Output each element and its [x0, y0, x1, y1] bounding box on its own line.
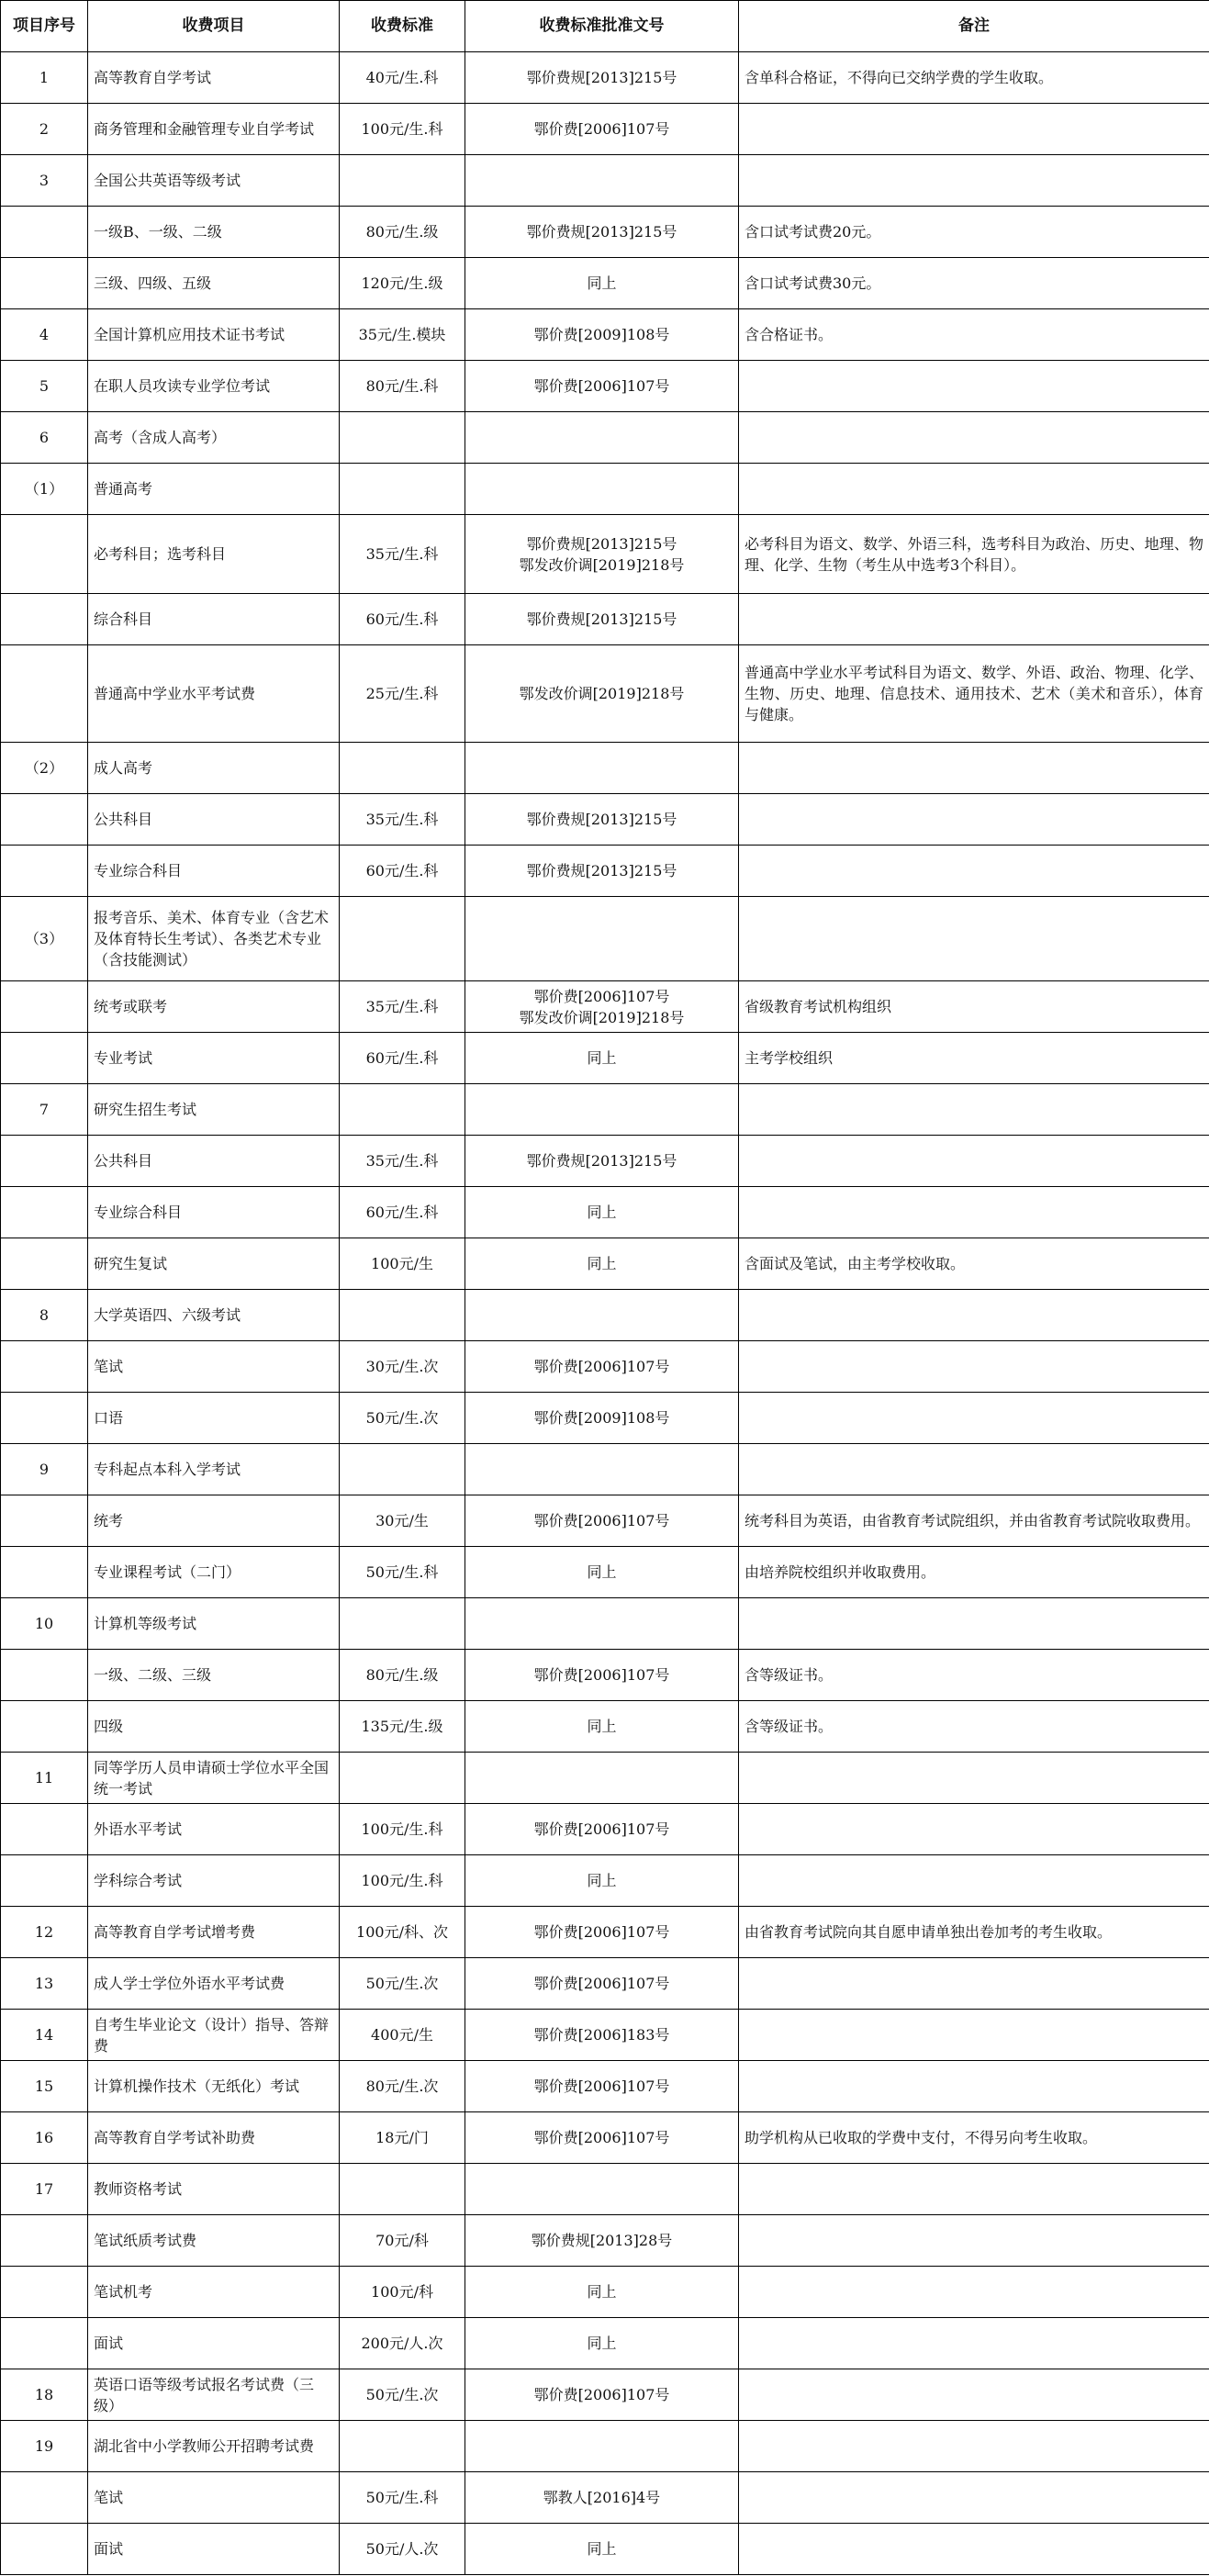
item-no-cell: [1, 1136, 88, 1187]
table-row: [1, 412, 1209, 464]
approval-doc-cell: 鄂价费[2006]107号: [465, 1495, 739, 1547]
fee-standard-cell: 60元/生.科: [340, 846, 465, 897]
fee-item-cell: 高等教育自学考试增考费: [88, 1907, 340, 1958]
remarks-cell: [739, 361, 1209, 412]
remarks-cell: [739, 2010, 1209, 2061]
remarks-cell: [739, 412, 1209, 464]
table-row: [1, 1136, 1209, 1187]
approval-doc-cell: 鄂价费规[2013]215号: [465, 594, 739, 645]
fee-item-cell: 计算机等级考试: [88, 1598, 340, 1650]
approval-doc-cell: [465, 1290, 739, 1341]
approval-doc-cell: 同上: [465, 2524, 739, 2575]
fee-standard-cell: 50元/生.次: [340, 1393, 465, 1444]
approval-doc-cell: 鄂价费规[2013]28号: [465, 2215, 739, 2267]
table-row: [1, 1753, 1209, 1804]
item-no-cell: [1, 1495, 88, 1547]
item-no-cell: 19: [1, 2421, 88, 2472]
fee-item-cell: 高等教育自学考试: [88, 52, 340, 104]
approval-doc-cell: 鄂价费规[2013]215号 鄂发改价调[2019]218号: [465, 515, 739, 594]
item-no-cell: [1, 1701, 88, 1753]
fee-standard-cell: 100元/生.科: [340, 1804, 465, 1855]
fee-item-cell: 公共科目: [88, 794, 340, 846]
remarks-cell: [739, 897, 1209, 981]
header-fee-standard: 收费标准: [340, 1, 465, 52]
item-no-cell: 9: [1, 1444, 88, 1495]
fee-item-cell: 公共科目: [88, 1136, 340, 1187]
table-row: [1, 2369, 1209, 2421]
fee-item-cell: 全国公共英语等级考试: [88, 155, 340, 207]
fee-standard-cell: 25元/生.科: [340, 645, 465, 743]
fee-item-cell: 一级B、一级、二级: [88, 207, 340, 258]
remarks-cell: [739, 1084, 1209, 1136]
item-no-cell: 11: [1, 1753, 88, 1804]
fee-standard-cell: 60元/生.科: [340, 1033, 465, 1084]
remarks-cell: [739, 594, 1209, 645]
table-row: [1, 155, 1209, 207]
fee-standard-cell: 80元/生.科: [340, 361, 465, 412]
fee-standard-cell: 50元/生.次: [340, 1958, 465, 2010]
remarks-cell: [739, 846, 1209, 897]
approval-doc-cell: 同上: [465, 1855, 739, 1907]
fee-item-cell: 计算机操作技术（无纸化）考试: [88, 2061, 340, 2112]
fee-item-cell: 专业考试: [88, 1033, 340, 1084]
remarks-cell: [739, 2267, 1209, 2318]
fee-standard-cell: 60元/生.科: [340, 1187, 465, 1238]
table-row: [1, 361, 1209, 412]
item-no-cell: （3）: [1, 897, 88, 981]
approval-doc-cell: 鄂价费[2006]107号: [465, 2061, 739, 2112]
approval-doc-cell: 鄂价费规[2013]215号: [465, 52, 739, 104]
remarks-cell: [739, 2472, 1209, 2524]
remarks-cell: [739, 2215, 1209, 2267]
item-no-cell: [1, 1033, 88, 1084]
item-no-cell: [1, 2267, 88, 2318]
remarks-cell: [739, 1187, 1209, 1238]
fee-item-cell: 商务管理和金融管理专业自学考试: [88, 104, 340, 155]
approval-doc-cell: [465, 1084, 739, 1136]
table-row: [1, 2164, 1209, 2215]
fee-item-cell: 湖北省中小学教师公开招聘考试费: [88, 2421, 340, 2472]
table-row: [1, 2472, 1209, 2524]
fee-item-cell: 面试: [88, 2318, 340, 2369]
item-no-cell: 14: [1, 2010, 88, 2061]
header-item-no: 项目序号: [1, 1, 88, 52]
approval-doc-cell: 鄂价费[2006]107号: [465, 1907, 739, 1958]
remarks-cell: [739, 1290, 1209, 1341]
fee-standard-cell: 50元/人.次: [340, 2524, 465, 2575]
remarks-cell: 统考科目为英语，由省教育考试院组织，并由省教育考试院收取费用。: [739, 1495, 1209, 1547]
fee-item-cell: 一级、二级、三级: [88, 1650, 340, 1701]
fee-standard-cell: [340, 1444, 465, 1495]
fee-item-cell: 全国计算机应用技术证书考试: [88, 309, 340, 361]
remarks-cell: 由省教育考试院向其自愿申请单独出卷加考的考生收取。: [739, 1907, 1209, 1958]
table-row: [1, 1084, 1209, 1136]
item-no-cell: [1, 1393, 88, 1444]
remarks-cell: [739, 1598, 1209, 1650]
approval-doc-cell: 同上: [465, 1033, 739, 1084]
fee-item-cell: 高考（含成人高考）: [88, 412, 340, 464]
approval-doc-cell: 鄂价费规[2013]215号: [465, 846, 739, 897]
fee-standard-cell: 70元/科: [340, 2215, 465, 2267]
remarks-cell: 省级教育考试机构组织: [739, 981, 1209, 1033]
table-row: [1, 2267, 1209, 2318]
table-row: [1, 52, 1209, 104]
header-fee-item: 收费项目: [88, 1, 340, 52]
fee-item-cell: 面试: [88, 2524, 340, 2575]
fee-item-cell: 研究生招生考试: [88, 1084, 340, 1136]
fee-item-cell: 教师资格考试: [88, 2164, 340, 2215]
fee-standard-cell: 100元/科、次: [340, 1907, 465, 1958]
remarks-cell: 由培养院校组织并收取费用。: [739, 1547, 1209, 1598]
approval-doc-cell: [465, 743, 739, 794]
table-row: [1, 207, 1209, 258]
fee-standard-cell: [340, 897, 465, 981]
fee-standard-cell: 30元/生: [340, 1495, 465, 1547]
fee-item-cell: 专业综合科目: [88, 1187, 340, 1238]
table-row: [1, 1444, 1209, 1495]
approval-doc-cell: 鄂价费[2006]107号: [465, 361, 739, 412]
approval-doc-cell: 鄂教人[2016]4号: [465, 2472, 739, 2524]
item-no-cell: [1, 794, 88, 846]
fee-standard-cell: [340, 743, 465, 794]
item-no-cell: [1, 1855, 88, 1907]
item-no-cell: 1: [1, 52, 88, 104]
item-no-cell: （2）: [1, 743, 88, 794]
remarks-cell: [739, 1855, 1209, 1907]
table-row: [1, 1238, 1209, 1290]
approval-doc-cell: [465, 155, 739, 207]
table-body: [1, 52, 1209, 2575]
table-row: [1, 2215, 1209, 2267]
table-row: [1, 2318, 1209, 2369]
header-approval-doc: 收费标准批准文号: [465, 1, 739, 52]
fee-item-cell: 普通高考: [88, 464, 340, 515]
fee-item-cell: 笔试纸质考试费: [88, 2215, 340, 2267]
remarks-cell: [739, 1393, 1209, 1444]
item-no-cell: 10: [1, 1598, 88, 1650]
item-no-cell: 12: [1, 1907, 88, 1958]
table-row: [1, 2421, 1209, 2472]
remarks-cell: 主考学校组织: [739, 1033, 1209, 1084]
fee-item-cell: 专科起点本科入学考试: [88, 1444, 340, 1495]
item-no-cell: [1, 207, 88, 258]
table-row: [1, 794, 1209, 846]
remarks-cell: 含口试考试费30元。: [739, 258, 1209, 309]
fee-item-cell: 高等教育自学考试补助费: [88, 2112, 340, 2164]
fee-item-cell: 自考生毕业论文（设计）指导、答辩费: [88, 2010, 340, 2061]
approval-doc-cell: [465, 464, 739, 515]
fee-standard-cell: 135元/生.级: [340, 1701, 465, 1753]
fee-standard-cell: 80元/生.次: [340, 2061, 465, 2112]
item-no-cell: 13: [1, 1958, 88, 2010]
fee-item-cell: 笔试: [88, 2472, 340, 2524]
fee-standard-cell: [340, 464, 465, 515]
fee-item-cell: 在职人员攻读专业学位考试: [88, 361, 340, 412]
fee-standard-cell: 35元/生.科: [340, 981, 465, 1033]
fee-standard-cell: 100元/生.科: [340, 104, 465, 155]
table-row: [1, 1393, 1209, 1444]
fee-item-cell: 成人学士学位外语水平考试费: [88, 1958, 340, 2010]
fee-item-cell: 普通高中学业水平考试费: [88, 645, 340, 743]
item-no-cell: 15: [1, 2061, 88, 2112]
table-row: [1, 1598, 1209, 1650]
item-no-cell: 3: [1, 155, 88, 207]
remarks-cell: [739, 2524, 1209, 2575]
item-no-cell: 7: [1, 1084, 88, 1136]
header-remarks: 备注: [739, 1, 1209, 52]
fee-item-cell: 口语: [88, 1393, 340, 1444]
remarks-cell: [739, 1444, 1209, 1495]
remarks-cell: [739, 1136, 1209, 1187]
approval-doc-cell: 同上: [465, 1238, 739, 1290]
remarks-cell: [739, 2318, 1209, 2369]
fee-standard-cell: [340, 1290, 465, 1341]
item-no-cell: [1, 1238, 88, 1290]
item-no-cell: [1, 1341, 88, 1393]
fee-item-cell: 三级、四级、五级: [88, 258, 340, 309]
fee-item-cell: 笔试: [88, 1341, 340, 1393]
remarks-cell: [739, 1753, 1209, 1804]
approval-doc-cell: 鄂价费[2006]107号: [465, 1650, 739, 1701]
fee-standard-cell: 100元/科: [340, 2267, 465, 2318]
remarks-cell: 含口试考试费20元。: [739, 207, 1209, 258]
approval-doc-cell: 鄂价费[2006]183号: [465, 2010, 739, 2061]
fee-standard-cell: 35元/生.模块: [340, 309, 465, 361]
table-row: [1, 645, 1209, 743]
fee-item-cell: 英语口语等级考试报名考试费（三级）: [88, 2369, 340, 2421]
item-no-cell: 17: [1, 2164, 88, 2215]
table-row: [1, 1033, 1209, 1084]
approval-doc-cell: [465, 897, 739, 981]
fee-item-cell: 大学英语四、六级考试: [88, 1290, 340, 1341]
fee-standard-cell: 200元/人.次: [340, 2318, 465, 2369]
fee-standard-cell: 50元/生.科: [340, 1547, 465, 1598]
approval-doc-cell: 鄂发改价调[2019]218号: [465, 645, 739, 743]
approval-doc-cell: 同上: [465, 1187, 739, 1238]
item-no-cell: 6: [1, 412, 88, 464]
table-row: [1, 1650, 1209, 1701]
approval-doc-cell: 同上: [465, 1701, 739, 1753]
fee-standard-cell: 30元/生.次: [340, 1341, 465, 1393]
table-row: [1, 1547, 1209, 1598]
fee-standard-cell: 40元/生.科: [340, 52, 465, 104]
table-row: [1, 1701, 1209, 1753]
fee-standard-cell: 50元/生.次: [340, 2369, 465, 2421]
remarks-cell: 含合格证书。: [739, 309, 1209, 361]
remarks-cell: [739, 1341, 1209, 1393]
remarks-cell: [739, 2061, 1209, 2112]
approval-doc-cell: [465, 1753, 739, 1804]
approval-doc-cell: [465, 1598, 739, 1650]
fee-item-cell: 专业课程考试（二门）: [88, 1547, 340, 1598]
remarks-cell: [739, 155, 1209, 207]
fee-item-cell: 必考科目；选考科目: [88, 515, 340, 594]
remarks-cell: [739, 2164, 1209, 2215]
remarks-cell: 必考科目为语文、数学、外语三科，选考科目为政治、历史、地理、物理、化学、生物（考生从中选考3个科目）。: [739, 515, 1209, 594]
item-no-cell: 2: [1, 104, 88, 155]
fee-item-cell: 成人高考: [88, 743, 340, 794]
fee-item-cell: 研究生复试: [88, 1238, 340, 1290]
remarks-cell: [739, 2421, 1209, 2472]
fee-standard-cell: 18元/门: [340, 2112, 465, 2164]
approval-doc-cell: 鄂价费[2006]107号: [465, 1804, 739, 1855]
item-no-cell: [1, 2524, 88, 2575]
fee-standard-cell: 400元/生: [340, 2010, 465, 2061]
approval-doc-cell: 同上: [465, 2267, 739, 2318]
table-row: [1, 515, 1209, 594]
remarks-cell: [739, 1804, 1209, 1855]
approval-doc-cell: [465, 412, 739, 464]
table-row: [1, 2010, 1209, 2061]
table-row: [1, 1495, 1209, 1547]
table-row: [1, 2112, 1209, 2164]
fee-standard-cell: 50元/生.科: [340, 2472, 465, 2524]
approval-doc-cell: [465, 2421, 739, 2472]
table-row: [1, 1187, 1209, 1238]
approval-doc-cell: [465, 2164, 739, 2215]
fee-standard-cell: [340, 2421, 465, 2472]
table-row: [1, 1804, 1209, 1855]
fee-standard-cell: [340, 412, 465, 464]
table-row: [1, 743, 1209, 794]
item-no-cell: [1, 1187, 88, 1238]
item-no-cell: 18: [1, 2369, 88, 2421]
approval-doc-cell: 鄂价费[2006]107号: [465, 2369, 739, 2421]
approval-doc-cell: 鄂价费[2006]107号 鄂发改价调[2019]218号: [465, 981, 739, 1033]
table-row: [1, 309, 1209, 361]
fee-item-cell: 外语水平考试: [88, 1804, 340, 1855]
table-row: [1, 594, 1209, 645]
table-row: [1, 464, 1209, 515]
item-no-cell: [1, 981, 88, 1033]
item-no-cell: [1, 846, 88, 897]
fee-standard-cell: [340, 2164, 465, 2215]
approval-doc-cell: 鄂价费规[2013]215号: [465, 207, 739, 258]
table-header-row: [1, 1, 1209, 52]
approval-doc-cell: 鄂价费[2009]108号: [465, 309, 739, 361]
approval-doc-cell: 同上: [465, 258, 739, 309]
remarks-cell: 助学机构从已收取的学费中支付，不得另向考生收取。: [739, 2112, 1209, 2164]
table-row: [1, 981, 1209, 1033]
approval-doc-cell: 鄂价费规[2013]215号: [465, 794, 739, 846]
approval-doc-cell: [465, 1444, 739, 1495]
remarks-cell: [739, 1958, 1209, 2010]
item-no-cell: [1, 2472, 88, 2524]
fee-standard-cell: 100元/生.科: [340, 1855, 465, 1907]
item-no-cell: 16: [1, 2112, 88, 2164]
approval-doc-cell: 鄂价费[2006]107号: [465, 1958, 739, 2010]
fee-item-cell: 报考音乐、美术、体育专业（含艺术及体育特长生考试）、各类艺术专业（含技能测试）: [88, 897, 340, 981]
remarks-cell: [739, 464, 1209, 515]
item-no-cell: [1, 258, 88, 309]
table-row: [1, 104, 1209, 155]
remarks-cell: [739, 104, 1209, 155]
fee-item-cell: 学科综合考试: [88, 1855, 340, 1907]
table-row: [1, 258, 1209, 309]
table-row: [1, 897, 1209, 981]
remarks-cell: [739, 2369, 1209, 2421]
item-no-cell: [1, 594, 88, 645]
approval-doc-cell: 鄂价费[2009]108号: [465, 1393, 739, 1444]
item-no-cell: [1, 2215, 88, 2267]
fee-item-cell: 统考: [88, 1495, 340, 1547]
item-no-cell: [1, 1650, 88, 1701]
item-no-cell: 8: [1, 1290, 88, 1341]
fee-item-cell: 同等学历人员申请硕士学位水平全国统一考试: [88, 1753, 340, 1804]
fee-standard-cell: 60元/生.科: [340, 594, 465, 645]
item-no-cell: [1, 645, 88, 743]
approval-doc-cell: 同上: [465, 1547, 739, 1598]
remarks-cell: 含单科合格证，不得向已交纳学费的学生收取。: [739, 52, 1209, 104]
fee-standard-cell: 120元/生.级: [340, 258, 465, 309]
item-no-cell: [1, 1547, 88, 1598]
fee-item-cell: 笔试机考: [88, 2267, 340, 2318]
table-row: [1, 1341, 1209, 1393]
approval-doc-cell: 同上: [465, 2318, 739, 2369]
fee-standard-cell: [340, 155, 465, 207]
remarks-cell: [739, 743, 1209, 794]
table-row: [1, 1907, 1209, 1958]
fee-standard-cell: 35元/生.科: [340, 794, 465, 846]
fee-standard-cell: 100元/生: [340, 1238, 465, 1290]
table-row: [1, 1855, 1209, 1907]
fee-standard-cell: [340, 1753, 465, 1804]
remarks-cell: 含面试及笔试，由主考学校收取。: [739, 1238, 1209, 1290]
fee-standard-cell: [340, 1598, 465, 1650]
item-no-cell: [1, 515, 88, 594]
approval-doc-cell: 鄂价费[2006]107号: [465, 2112, 739, 2164]
remarks-cell: 含等级证书。: [739, 1650, 1209, 1701]
fee-standard-cell: 35元/生.科: [340, 1136, 465, 1187]
item-no-cell: 5: [1, 361, 88, 412]
item-no-cell: [1, 1804, 88, 1855]
approval-doc-cell: 鄂价费[2006]107号: [465, 1341, 739, 1393]
fee-item-cell: 四级: [88, 1701, 340, 1753]
item-no-cell: 4: [1, 309, 88, 361]
fee-item-cell: 专业综合科目: [88, 846, 340, 897]
table-row: [1, 2524, 1209, 2575]
item-no-cell: （1）: [1, 464, 88, 515]
fee-standard-cell: 35元/生.科: [340, 515, 465, 594]
fee-item-cell: 综合科目: [88, 594, 340, 645]
fee-standard-cell: 80元/生.级: [340, 1650, 465, 1701]
fee-standard-cell: 80元/生.级: [340, 207, 465, 258]
fee-standard-cell: [340, 1084, 465, 1136]
remarks-cell: 含等级证书。: [739, 1701, 1209, 1753]
approval-doc-cell: 鄂价费[2006]107号: [465, 104, 739, 155]
table-row: [1, 846, 1209, 897]
item-no-cell: [1, 2318, 88, 2369]
approval-doc-cell: 鄂价费规[2013]215号: [465, 1136, 739, 1187]
table-row: [1, 2061, 1209, 2112]
remarks-cell: 普通高中学业水平考试科目为语文、数学、外语、政治、物理、化学、生物、历史、地理、信息技术、通用技术、艺术（美术和音乐），体育与健康。: [739, 645, 1209, 743]
remarks-cell: [739, 794, 1209, 846]
fee-item-cell: 统考或联考: [88, 981, 340, 1033]
table-row: [1, 1958, 1209, 2010]
table-row: [1, 1290, 1209, 1341]
